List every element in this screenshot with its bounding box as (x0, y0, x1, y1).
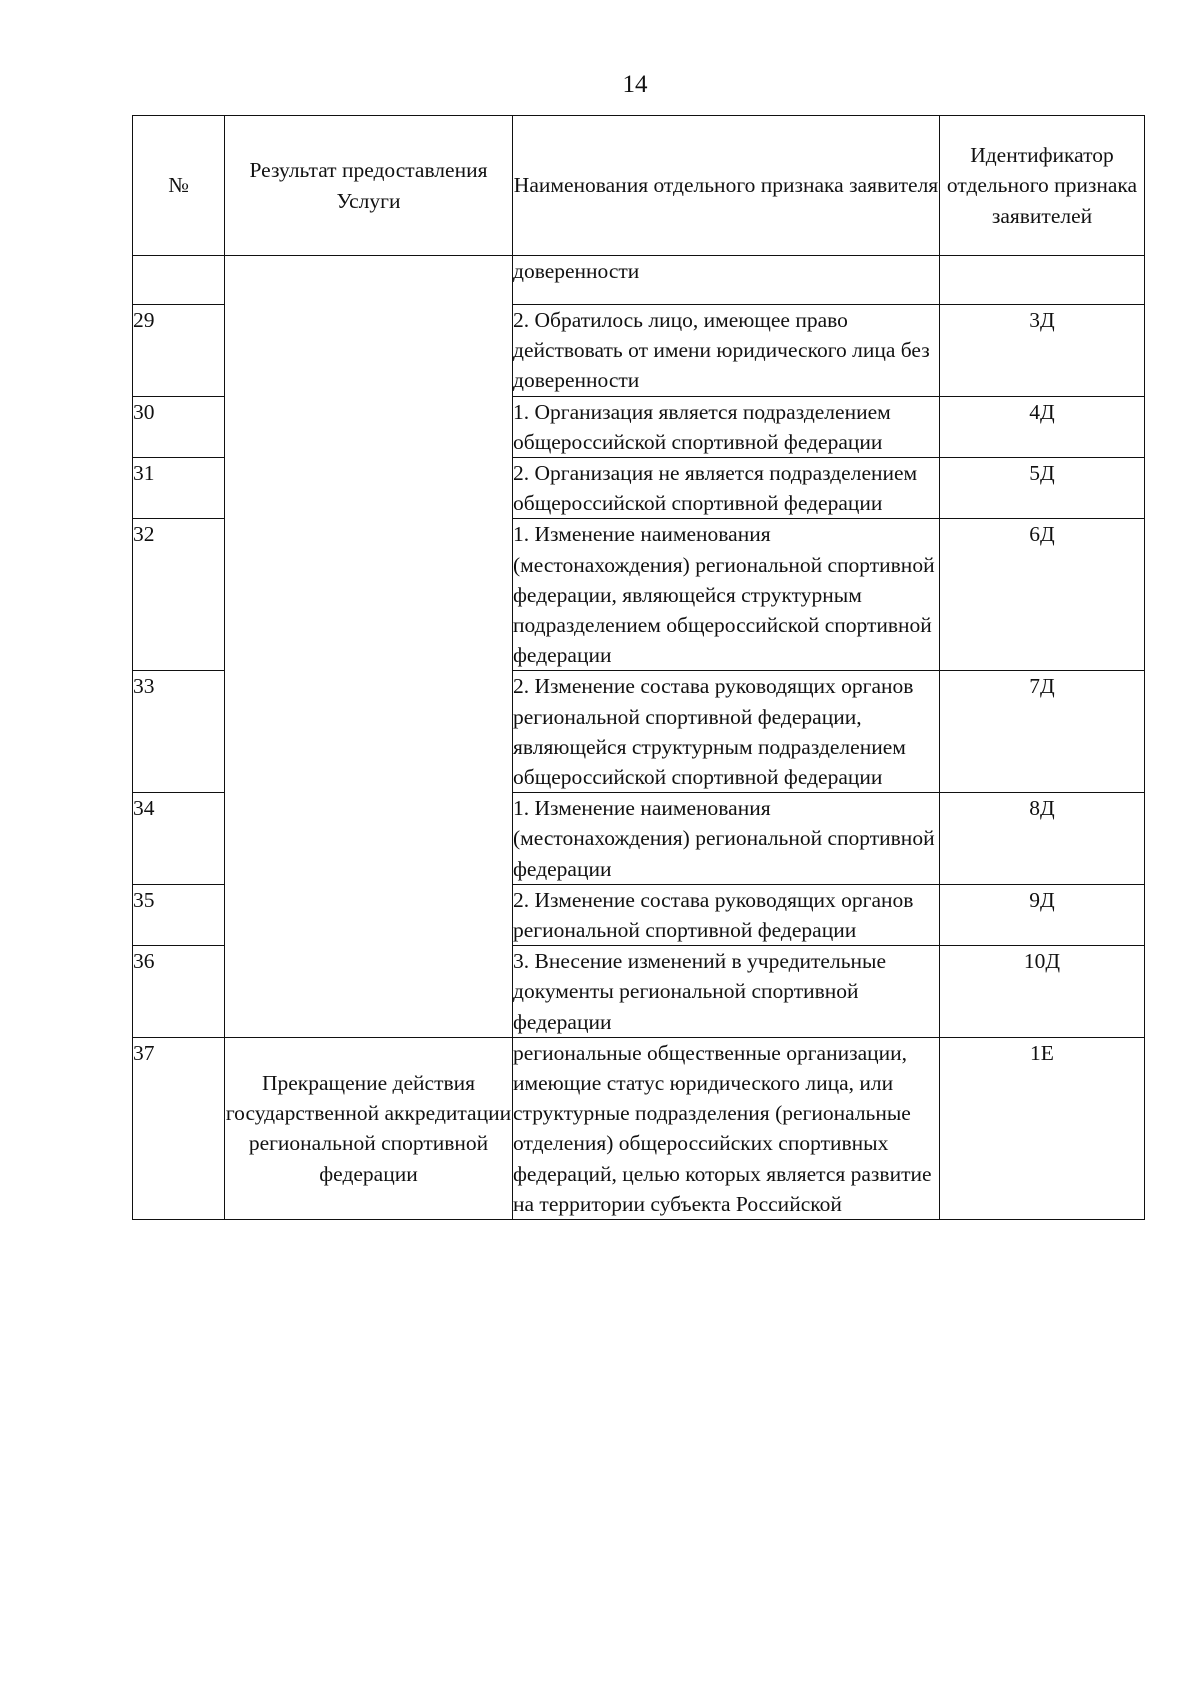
row-number: 29 (133, 305, 225, 397)
row-number: 32 (133, 519, 225, 671)
feature-id: 6Д (940, 519, 1145, 671)
feature-id: 8Д (940, 793, 1145, 885)
result-cell-continued (225, 256, 513, 1038)
table-body (133, 256, 1145, 1220)
applicant-features-table (132, 115, 1145, 1220)
header-number: № (133, 116, 225, 256)
header-result: Результат предоставления Услуги (225, 116, 513, 256)
feature-name: 2. Изменение состава руководящих органов региональной спортивной федерации (513, 884, 940, 945)
feature-id: 10Д (940, 946, 1145, 1038)
feature-name: 1. Изменение наименования (местонахождения) региональной спортивной федерации, являющейся структурным подразделением общероссийской спортивной федерации (513, 519, 940, 671)
feature-id (940, 256, 1145, 305)
feature-id: 3Д (940, 305, 1145, 397)
feature-name: 2. Изменение состава руководящих органов региональной спортивной федерации, являющейся структурным подразделением общероссийской спортивной федерации (513, 671, 940, 793)
table-header (133, 116, 1145, 256)
feature-name: 2. Организация не является подразделением общероссийской спортивной федерации (513, 458, 940, 519)
feature-name: 2. Обратилось лицо, имеющее право действовать от имени юридического лица без доверенности (513, 305, 940, 397)
feature-name: 1. Изменение наименования (местонахождения) региональной спортивной федерации (513, 793, 940, 885)
row-number: 30 (133, 396, 225, 457)
row-number: 34 (133, 793, 225, 885)
row-number: 37 (133, 1037, 225, 1219)
feature-name: региональные общественные организации, имеющие статус юридического лица, или структурные подразделения (региональные отделения) общероссийских спортивных федераций, целью которых является развитие на территории субъекта Российской (513, 1037, 940, 1219)
header-row (133, 116, 1145, 256)
row-number: 36 (133, 946, 225, 1038)
service-result: Прекращение действия государственной аккредитации региональной спортивной федерации (225, 1037, 513, 1219)
row-number: 35 (133, 884, 225, 945)
table-row (133, 1037, 1145, 1219)
page-number: 14 (622, 71, 648, 98)
feature-id: 1Е (940, 1037, 1145, 1219)
feature-id: 7Д (940, 671, 1145, 793)
feature-id: 9Д (940, 884, 1145, 945)
feature-id: 5Д (940, 458, 1145, 519)
row-number: 31 (133, 458, 225, 519)
header-feature-name: Наименования отдельного признака заявителя (513, 116, 940, 256)
feature-name: доверенности (513, 256, 940, 305)
table-row (133, 256, 1145, 305)
row-number: 33 (133, 671, 225, 793)
row-number (133, 256, 225, 305)
feature-name: 1. Организация является подразделением общероссийской спортивной федерации (513, 396, 940, 457)
header-feature-id: Идентификатор отдельного признака заявителей (940, 116, 1145, 256)
feature-name: 3. Внесение изменений в учредительные документы региональной спортивной федерации (513, 946, 940, 1038)
feature-id: 4Д (940, 396, 1145, 457)
